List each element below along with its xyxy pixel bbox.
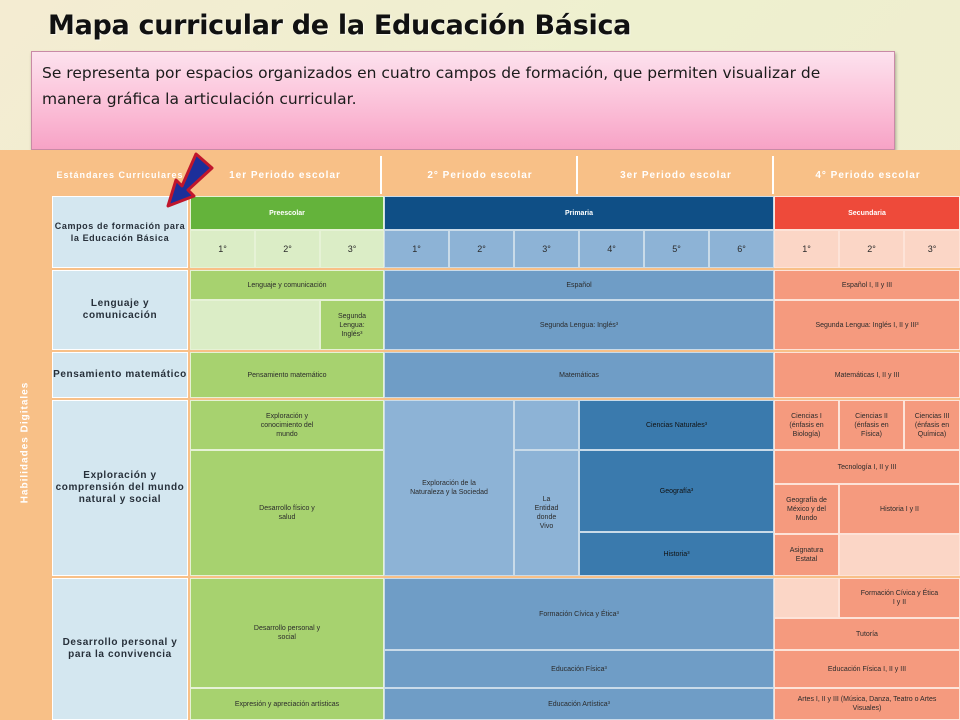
grade-cell: 3° <box>320 230 384 268</box>
pri-fisica-cell: Educación Física³ <box>384 650 774 688</box>
grade-cell: 1° <box>190 230 255 268</box>
sec-espanol-cell: Español I, II y III <box>774 270 960 300</box>
pri-civica-cell: Formación Cívica y Ética³ <box>384 578 774 650</box>
secundaria-header: Secundaria <box>774 196 960 230</box>
grade-cell: 5° <box>644 230 709 268</box>
pre-exploracion-cell: Exploración y conocimiento del mundo <box>190 400 384 450</box>
grade-cell: 2° <box>449 230 514 268</box>
pre-lenguaje-cell: Lenguaje y comunicación <box>190 270 384 300</box>
primaria-header: Primaria <box>384 196 774 230</box>
pri-entidad-cell: La Entidad donde Vivo <box>514 450 579 576</box>
periodo-3-header: 3er Periodo escolar <box>580 156 774 194</box>
grade-cell: 1° <box>774 230 839 268</box>
pri-artistica-cell: Educación Artística³ <box>384 688 774 720</box>
pre-empty-cell <box>190 300 320 350</box>
pri-blank-cell <box>514 400 579 450</box>
pri-espanol-cell: Español <box>384 270 774 300</box>
pri-matematicas-cell: Matemáticas <box>384 352 774 398</box>
grade-cell: 3° <box>904 230 960 268</box>
campos-header: Campos de formación para la Educación Básica <box>52 196 188 268</box>
campo-exploracion: Exploración y comprensión del mundo natural y social <box>52 400 188 576</box>
periodo-1-header: 1er Periodo escolar <box>190 156 382 194</box>
sec-asignatura-cell: Asignatura Estatal <box>774 534 839 576</box>
habilidades-digitales-text: Habilidades Digitales <box>19 381 31 504</box>
grade-cell: 2° <box>839 230 904 268</box>
pre-artistica-cell: Expresión y apreciación artísticas <box>190 688 384 720</box>
sec-ciencias-3-cell: Ciencias III (énfasis en Química) <box>904 400 960 450</box>
sec-ciencias-2-cell: Ciencias II (énfasis en Física) <box>839 400 904 450</box>
preescolar-header: Preescolar <box>190 196 384 230</box>
description-callout <box>31 51 895 150</box>
curriculum-map <box>0 150 960 720</box>
grade-cell: 2° <box>255 230 320 268</box>
pre-segunda-lengua-cell: Segunda Lengua: Inglés³ <box>320 300 384 350</box>
pre-personal-cell: Desarrollo personal y social <box>190 578 384 688</box>
description-text: Se representa por espacios organizados en cuatro campos de formación, que permiten visualizar de manera gráfica la articulación curricular. <box>42 64 821 108</box>
pre-pensamiento-cell: Pensamiento matemático <box>190 352 384 398</box>
sec-segunda-lengua-cell: Segunda Lengua: Inglés I, II y III³ <box>774 300 960 350</box>
pointer-arrow-icon <box>166 152 214 208</box>
campo-pensamiento: Pensamiento matemático <box>52 352 188 398</box>
pre-fisico-cell: Desarrollo físico y salud <box>190 450 384 576</box>
grade-cell: 4° <box>579 230 644 268</box>
sec-tutoria-cell: Tutoría <box>774 618 960 650</box>
pri-historia-cell: Historia³ <box>579 532 774 576</box>
sec-empty-cell-2 <box>774 578 839 618</box>
sec-empty-cell <box>839 534 960 576</box>
pri-naturales-cell: Ciencias Naturales³ <box>579 400 774 450</box>
grade-cell: 6° <box>709 230 774 268</box>
habilidades-digitales-label <box>4 170 46 715</box>
sec-tecnologia-cell: Tecnología I, II y III <box>774 450 960 484</box>
sec-civica-cell: Formación Cívica y Ética I y II <box>839 578 960 618</box>
pri-segunda-lengua-cell: Segunda Lengua: Inglés³ <box>384 300 774 350</box>
sec-ciencias-1-cell: Ciencias I (énfasis en Biología) <box>774 400 839 450</box>
grade-cell: 3° <box>514 230 579 268</box>
sec-artes-cell: Artes I, II y III (Música, Danza, Teatro o Artes Visuales) <box>774 688 960 720</box>
campo-desarrollo: Desarrollo personal y para la convivencia <box>52 578 188 720</box>
grade-cell: 1° <box>384 230 449 268</box>
campo-lenguaje: Lenguaje y comunicación <box>52 270 188 350</box>
sec-matematicas-cell: Matemáticas I, II y III <box>774 352 960 398</box>
periodo-2-header: 2° Periodo escolar <box>384 156 578 194</box>
sec-fisica-cell: Educación Física I, II y III <box>774 650 960 688</box>
estandares-header: Estándares Curriculares <box>56 169 184 180</box>
pri-exploracion-cell: Exploración de la Naturaleza y la Sociedad <box>384 400 514 576</box>
pri-geografia-cell: Geografía³ <box>579 450 774 532</box>
sec-historia-cell: Historia I y II <box>839 484 960 534</box>
periodo-4-header: 4° Periodo escolar <box>815 169 921 181</box>
sec-geografia-cell: Geografía de México y del Mundo <box>774 484 839 534</box>
slide-title: Mapa curricular de la Educación Básica <box>48 10 632 41</box>
